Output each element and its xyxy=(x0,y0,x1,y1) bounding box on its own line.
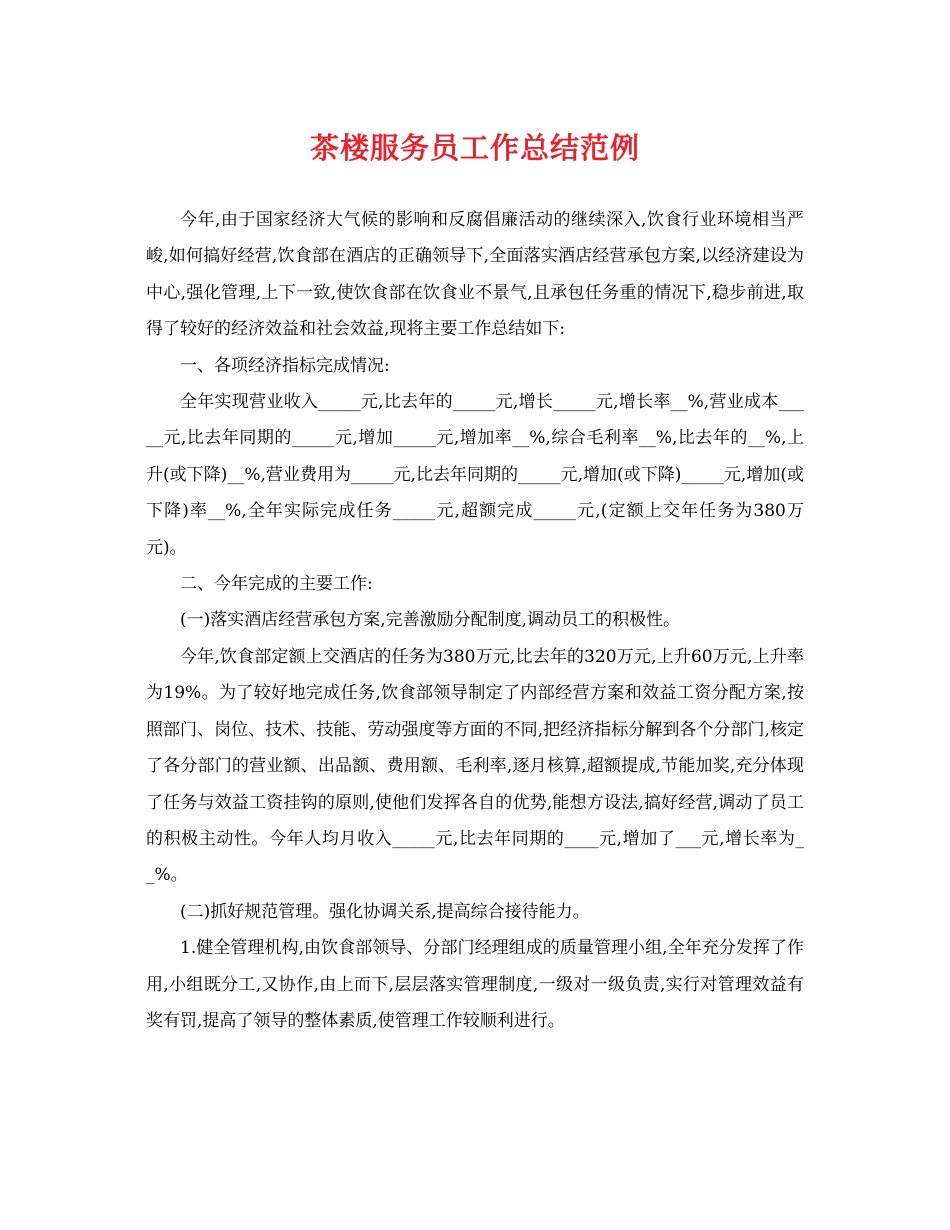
document-body xyxy=(146,202,804,1039)
paragraph-economic-indicators: 全年实现营业收入_____元,比去年的_____元,增长_____元,增长率__%,营业成本_____元,比去年同期的_____元,增加_____元,增加率__%,综合毛利率__%,比去年的__%,上升(或下降)__%,营业费用为_____元,比去年同期的_____元,增加(或下降)_____元,增加(或下降)率__%,全年实际完成任务_____元,超额完成_____元,(定额上交年任务为380万元)。 xyxy=(146,392,804,558)
paragraph-intro: 今年,由于国家经济大气候的影响和反腐倡廉活动的继续深入,饮食行业环境相当严峻,如何搞好经营,饮食部在酒店的正确领导下,全面落实酒店经营承包方案,以经济建设为中心,强化管理,上下一致,使饮食部在饮食业不景气,且承包任务重的情况下,稳步前进,取得了较好的经济效益和社会效益,现将主要工作总结如下: xyxy=(146,210,804,340)
section-heading-main-work: 二、今年完成的主要工作: xyxy=(180,574,373,595)
document-title: 茶楼服务员工作总结范例 xyxy=(309,131,640,165)
paragraph-management-organization: 1.健全管理机构,由饮食部领导、分部门经理组成的质量管理小组,全年充分发挥了作用,小组既分工,又协作,由上而下,层层落实管理制度,一级对一级负责,实行对管理效益有奖有罚,提高了领导的整体素质,使管理工作较顺利进行。 xyxy=(146,938,804,1031)
paragraph-contract-plan: 今年,饮食部定额上交酒店的任务为380万元,比去年的320万元,上升60万元,上升率为19%。为了较好地完成任务,饮食部领导制定了内部经营方案和效益工资分配方案,按照部门、岗位、技术、技能、劳动强度等方面的不同,把经济指标分解到各个分部门,核定了各分部门的营业额、出品额、费用额、毛利率,逐月核算,超额提成,节能加奖,充分体现了任务与效益工资挂钩的原则,使他们发挥各自的优势,能想方设法,搞好经营,调动了员工的积极主动性。今年人均月收入_____元,比去年同期的____元,增加了___元,增长率为__%。 xyxy=(146,646,804,886)
subsection-heading-management: (二)抓好规范管理。强化协调关系,提高综合接待能力。 xyxy=(180,901,590,922)
section-heading-economic-indicators: 一、各项经济指标完成情况: xyxy=(180,355,390,376)
subsection-heading-contract-plan: (一)落实酒店经营承包方案,完善激励分配制度,调动员工的积极性。 xyxy=(180,610,681,631)
